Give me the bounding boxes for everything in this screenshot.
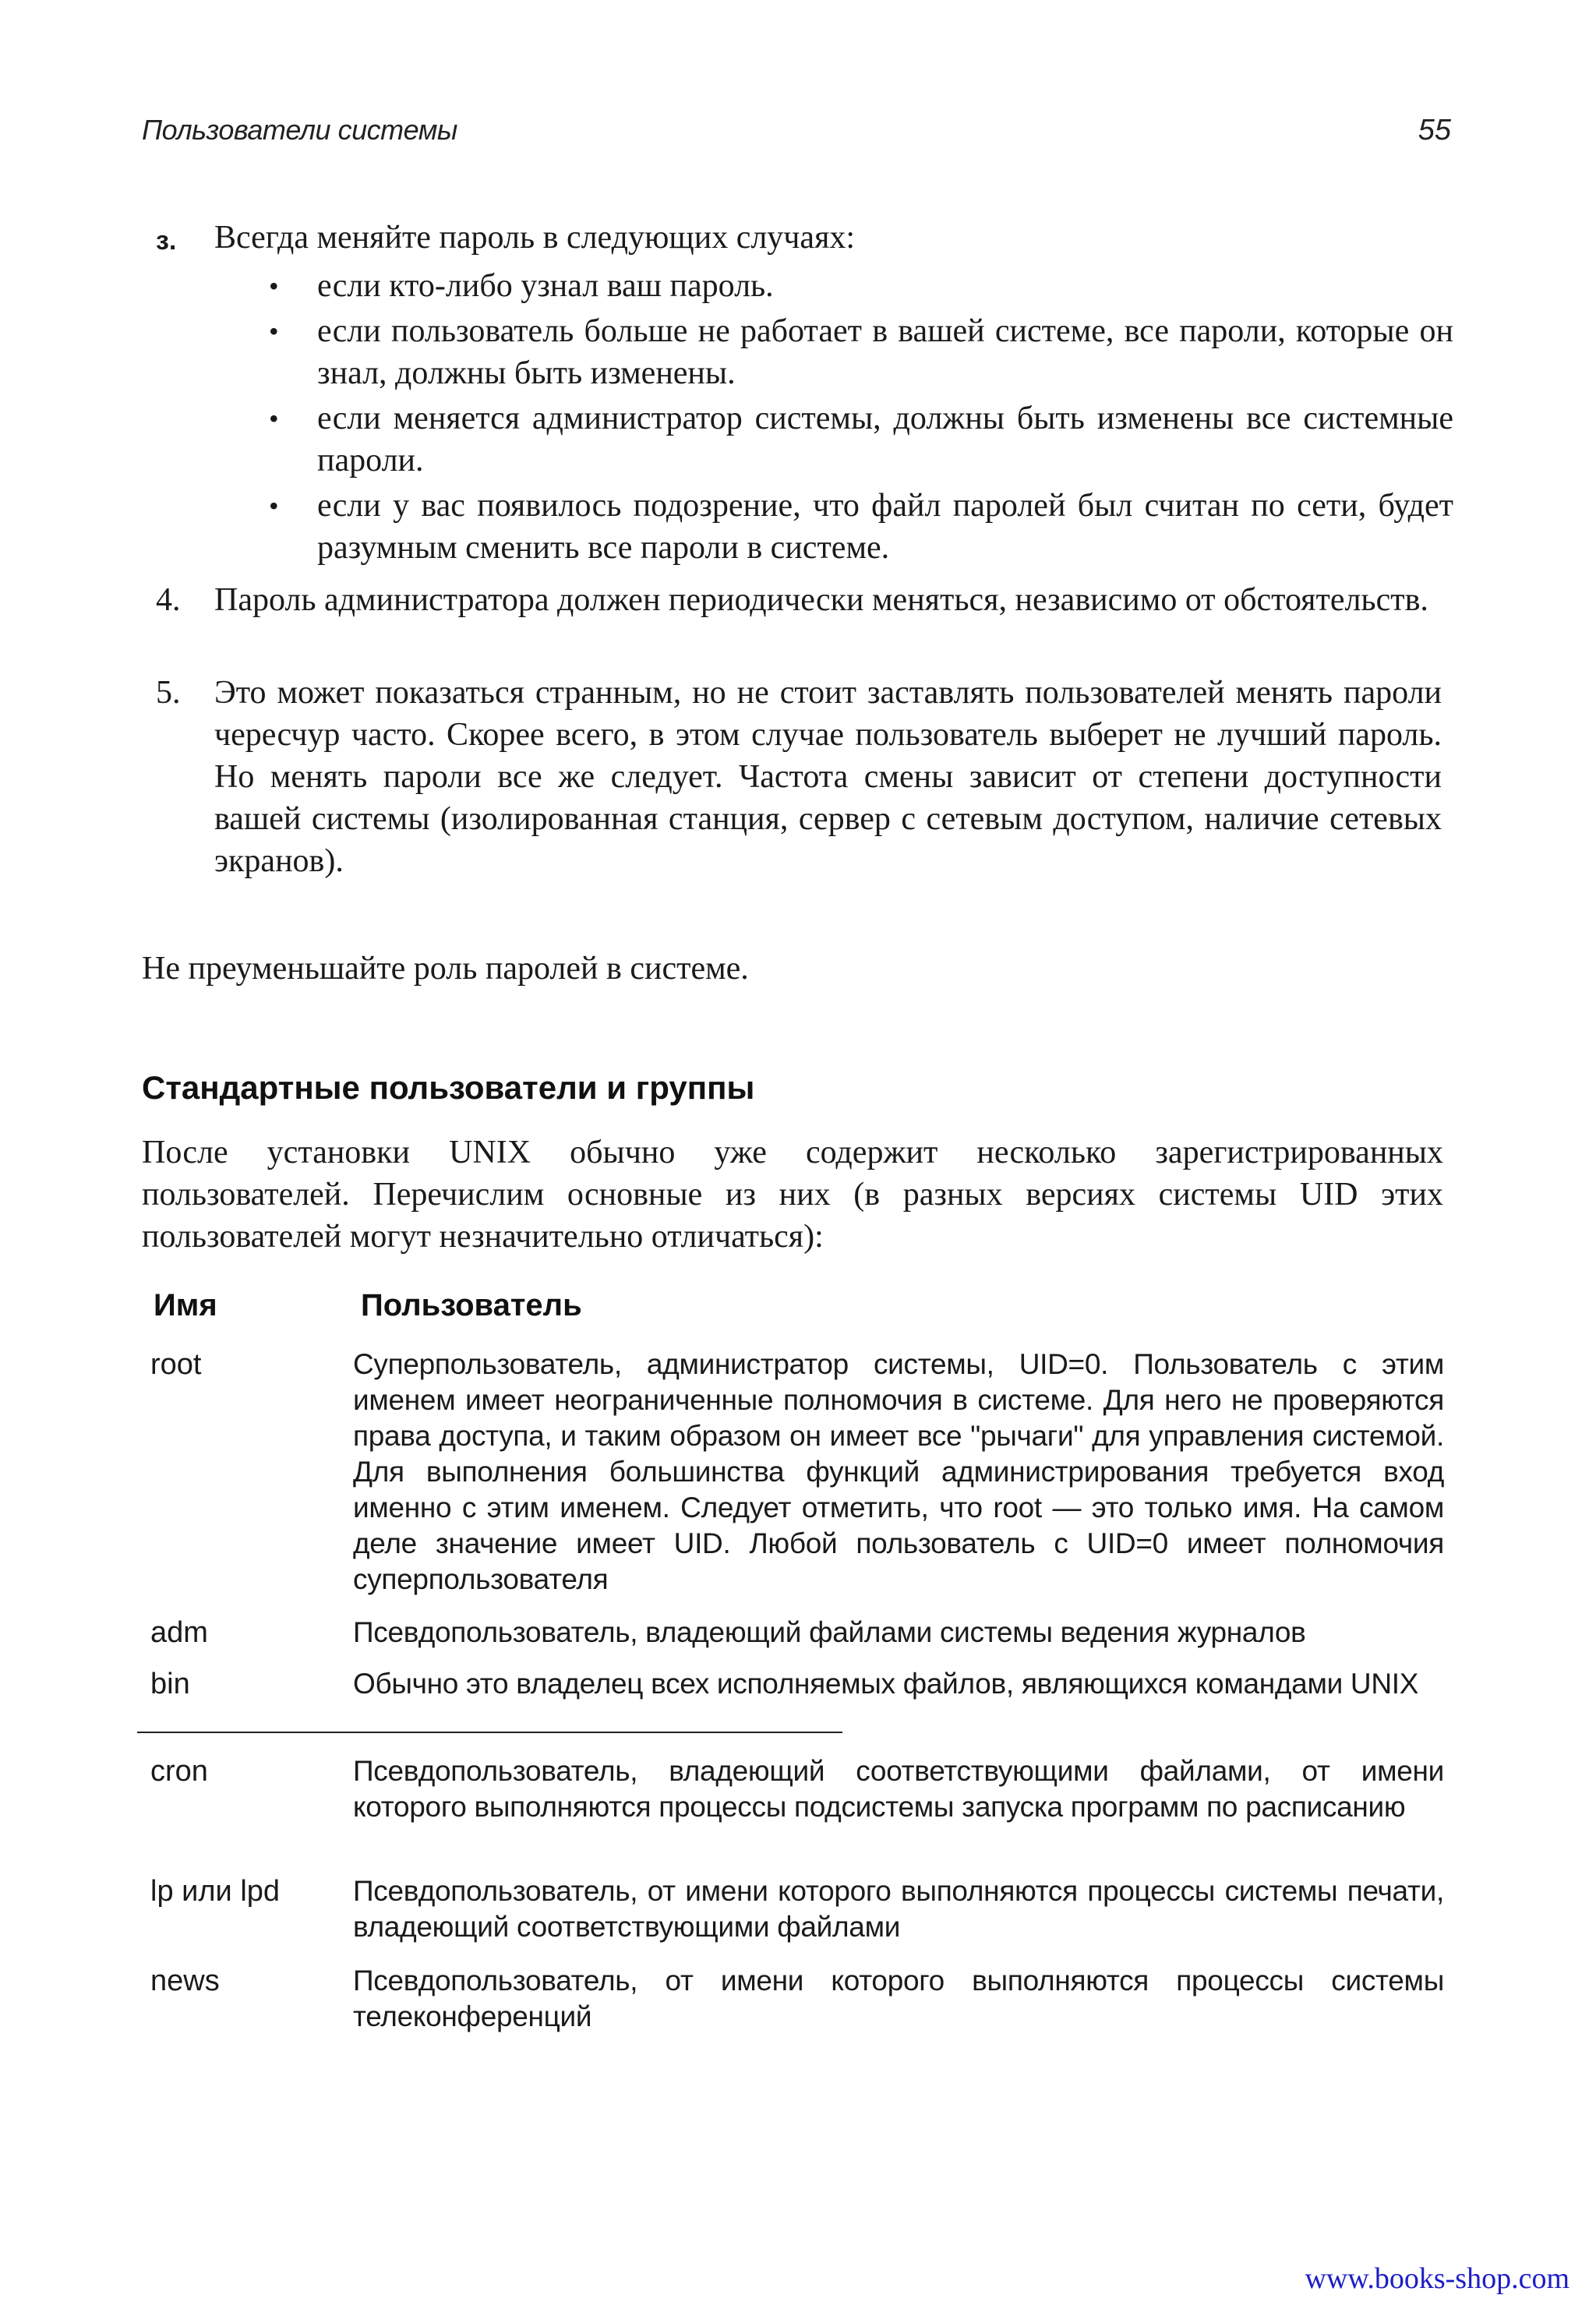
user-description: Псевдопользователь, владеющий файлами системы ведения журналов — [353, 1616, 1306, 1648]
horizontal-rule — [137, 1732, 842, 1733]
user-description: Суперпользователь, администратор системы, UID=0. Пользователь с этим именем имеет неограниченные полномочия в системе. Для него не проверяются права доступа, и таким образом он имеет все "рычаги" для управления системой. Для выполнения большинства функций администрирования требуется вход именно с этим именем. Следует отметить, что root — это только имя. На самом деле значение имеет UID. Любой пользователь с UID=0 имеет полномочия суперпользователя — [353, 1348, 1444, 1595]
list-item-3 — [156, 217, 1442, 259]
bullet-list — [269, 265, 1453, 570]
user-name: lp или lpd — [150, 1875, 281, 1908]
bullet-icon: • — [269, 270, 279, 302]
list-item-5 — [156, 672, 1442, 882]
list-number: 4. — [156, 582, 181, 618]
list-item-text: Всегда меняйте пароль в следующих случаях: — [214, 220, 856, 256]
user-description: Псевдопользователь, от имени которого выполняются процессы системы печати, владеющий соответствующими файлами — [353, 1875, 1444, 1943]
bullet-icon: • — [269, 316, 279, 347]
user-name: adm — [150, 1616, 208, 1649]
bullet-icon: • — [269, 490, 279, 521]
bullet-item: • если кто-либо узнал ваш пароль. — [269, 265, 1453, 307]
table-header-name: Имя — [154, 1288, 217, 1322]
list-item-text: Пароль администратора должен периодически меняться, независимо от обстоятельств. — [214, 582, 1428, 618]
running-head: Пользователи системы — [142, 114, 457, 146]
bullet-item: • если пользователь больше не работает в вашей системе, все пароли, которые он знал, должны быть изменены. — [269, 310, 1453, 394]
user-name: cron — [150, 1755, 208, 1788]
list-item-4 — [156, 579, 1442, 621]
bullet-item: • если меняется администратор системы, должны быть изменены все системные пароли. — [269, 397, 1453, 482]
list-number: 5. — [156, 675, 181, 711]
footer-site-link[interactable]: www.books-shop.com — [1305, 2262, 1570, 2295]
user-name: root — [150, 1348, 202, 1381]
bullet-icon: • — [269, 403, 279, 434]
user-description: Обычно это владелец всех исполняемых файлов, являющихся командами UNIX — [353, 1668, 1419, 1700]
bullet-item: • если у вас появилось подозрение, что файл паролей был считан по сети, будет разумным сменить все пароли в системе. — [269, 485, 1453, 569]
user-description: Псевдопользователь, владеющий соответствующими файлами, от имени которого выполняются процессы подсистемы запуска программ по расписанию — [353, 1755, 1444, 1823]
table-header-user: Пользователь — [361, 1288, 582, 1322]
closing-paragraph: Не преуменьшайте роль паролей в системе. — [142, 951, 749, 987]
list-number: з. — [156, 226, 177, 256]
user-name: news — [150, 1965, 220, 1997]
user-description: Псевдопользователь, от имени которого выполняются процессы системы телеконференций — [353, 1965, 1444, 2032]
user-name: bin — [150, 1668, 190, 1700]
list-item-text: Это может показаться странным, но не стоит заставлять пользователей менять пароли чересчур часто. Скорее всего, в этом случае пользователь выберет не лучший пароль. Но менять пароли все же следует. Частота смены зависит от степени доступности вашей системы (изолированная станция, сервер с сетевым доступом, наличие сетевых экранов). — [214, 675, 1442, 879]
section-heading: Стандартные пользователи и группы — [142, 1069, 755, 1106]
section-intro: После установки UNIX обычно уже содержит несколько зарегистрированных пользователей. Перечислим основные из них (в разных версиях системы UID этих пользователей могут незначительно отличаться): — [142, 1135, 1443, 1255]
page-number: 55 — [1418, 114, 1451, 147]
